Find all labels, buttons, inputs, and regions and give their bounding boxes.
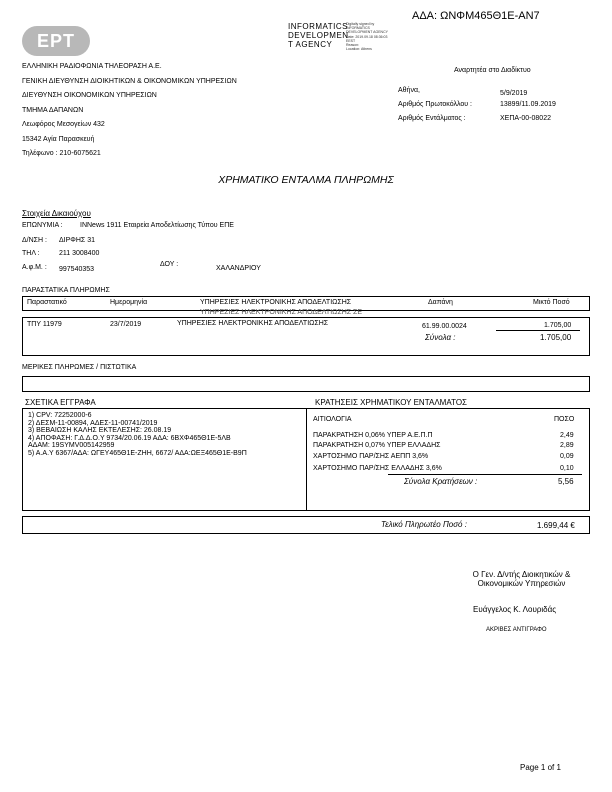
invoices-total-value: 1.705,00	[540, 333, 572, 342]
final-amount-value: 1.699,44 €	[537, 521, 575, 530]
deduction-amount: 0,09	[560, 453, 574, 460]
partial-payments-box	[22, 376, 590, 392]
doy-value: ΧΑΛΑΝΔΡΙΟΥ	[216, 265, 261, 272]
final-amount-label: Τελικό Πληρωτέο Ποσό :	[381, 520, 467, 529]
page-number: Page 1 of 1	[520, 763, 561, 772]
column-divider	[306, 408, 307, 511]
sig-detail: INFORMATICS	[346, 26, 370, 31]
final-amount-box	[22, 516, 590, 534]
col-amount-header: Μικτό Ποσό	[533, 299, 570, 306]
agency-line: INFORMATICS	[288, 22, 349, 31]
agency-signature-block	[288, 22, 349, 49]
signatory-name: Ευάγγελος Κ. Λουριδάς	[473, 605, 557, 614]
deductions-total-value: 5,56	[558, 477, 574, 486]
related-docs-list	[28, 412, 247, 458]
protocol-label: Αριθμός Πρωτοκόλλου :	[398, 101, 472, 108]
org-line: ΔΙΕΥΘΥΝΣΗ ΟΙΚΟΝΟΜΙΚΩΝ ΥΠΗΡΕΣΙΩΝ	[22, 92, 157, 99]
related-doc-line: 1) CPV: 72252000-6	[28, 412, 92, 419]
doy-label: ΔΟΥ :	[160, 261, 179, 268]
org-line: Λεωφόρος Μεσογείων 432	[22, 121, 105, 128]
phone-label: ΤΗΛ :	[22, 250, 40, 257]
col-desc-header: ΥΠΗΡΕΣΙΕΣ ΗΛΕΚΤΡΟΝΙΚΗΣ ΑΠΟΔΕΛΤΙΩΣΗΣ	[200, 299, 352, 306]
invoices-total-label: Σύνολα :	[425, 333, 456, 342]
organization-block	[22, 60, 237, 162]
deduction-label: ΧΑΡΤΟΣΗΜΟ ΠΑΡ/ΣΗΣ ΑΕΠΠ 3,6%	[313, 453, 429, 460]
partial-section-title: ΜΕΡΙΚΕΣ ΠΛΗΡΩΜΕΣ / ΠΙΣΤΩΤΙΚΑ	[22, 364, 137, 371]
col-desc-header-overflow: ΥΠΗΡΕΣΙΕΣ ΗΛΕΚΤΡΟΝΙΚΗΣ ΑΠΟΔΕΛΤΙΩΣΗΣ ΣΕ	[200, 309, 363, 316]
deductions-heading: ΚΡΑΤΗΣΕΙΣ ΧΡΗΜΑΤΙΚΟΥ ΕΝΤΑΛΜΑΤΟΣ	[315, 398, 467, 407]
related-doc-line: 5) Α.Α.Υ 6367/ΑΔΑ: ΩΓΕΥ465Θ1Ε-ΖΗΗ, 6672/ ΑΔΑ:ΩΕΞ465Θ1Ε-Β9Π	[28, 449, 247, 457]
row-amount: 1.705,00	[544, 322, 572, 329]
org-line: ΤΜΗΜΑ ΔΑΠΑΝΩΝ	[22, 106, 84, 114]
deduction-label: ΠΑΡΑΚΡΑΤΗΣΗ 0,07% ΥΠΕΡ ΕΛΛΑΔΗΣ	[313, 442, 441, 449]
org-line: ΓΕΝΙΚΗ ΔΙΕΥΘΥΝΣΗ ΔΙΟΙΚΗΤΙΚΩΝ & ΟΙΚΟΝΟΜΙΚΩΝ ΥΠΗΡΕΣΙΩΝ	[22, 77, 237, 85]
agency-line: DEVELOPMEN	[288, 31, 349, 40]
deduction-amount: 2,89	[560, 442, 574, 449]
deductions-total-rule	[388, 474, 582, 475]
col-doc-header: Παραστατικό	[27, 299, 67, 306]
sig-detail: Location: Athens	[346, 47, 372, 52]
related-heading: ΣΧΕΤΙΚΑ ΕΓΓΡΑΦΑ	[25, 398, 96, 407]
org-line: 15342 Αγία Παρασκευή	[22, 135, 95, 143]
deduction-amount: 0,10	[560, 465, 574, 472]
row-date: 23/7/2019	[110, 321, 142, 328]
sig-detail: Date: 2019.09.18 08:36:03	[346, 34, 388, 39]
signatory-role-2: Οικονομικών Υπηρεσιών	[477, 579, 566, 588]
deduction-label: ΠΑΡΑΚΡΑΤΗΣΗ 0,06% ΥΠΕΡ Α.Ε.Π.Π	[313, 432, 433, 439]
row-desc: ΥΠΗΡΕΣΙΕΣ ΗΛΕΚΤΡΟΝΙΚΗΣ ΑΠΟΔΕΛΤΙΩΣΗΣ	[177, 320, 329, 327]
order-value: ΧΕΠΑ-00-08022	[500, 115, 551, 122]
invoices-section-title: ΠΑΡΑΣΤΑΤΙΚΑ ΠΛΗΡΩΜΗΣ	[22, 287, 110, 294]
name-label: ΕΠΩΝΥΜΙΑ :	[22, 222, 63, 229]
deduction-label: ΧΑΡΤΟΣΗΜΟ ΠΑΡ/ΣΗΣ ΕΛΛΑΔΗΣ 3,6%	[313, 465, 442, 472]
deduction-amount: 2,49	[560, 432, 574, 439]
address-value: ΔΙΡΦΗΣ 31	[59, 237, 95, 244]
related-doc-line: 2) ΔΕΣΜ-11-00894, ΑΔΕΣ-11-00741/2019	[28, 419, 158, 427]
address-label: Δ/ΝΣΗ :	[22, 237, 47, 244]
org-line: Τηλέφωνο : 210-6075621	[22, 150, 101, 157]
related-doc-line: 3) ΒΕΒΑΙΩΣΗ ΚΑΛΗΣ ΕΚΤΕΛΕΣΗΣ: 26.08.19	[28, 427, 172, 435]
col-date-header: Ημερομηνία	[110, 299, 148, 306]
afm-label: Α.φ.Μ. :	[22, 264, 47, 271]
signatory-role-1: Ο Γεν. Δ/ντής Διοικητικών &	[472, 570, 571, 579]
agency-line: T AGENCY	[288, 40, 333, 49]
name-value: INNews 1911 Εταιρεία Αποδελτίωσης Τύπου ΕΠΕ	[80, 222, 234, 229]
beneficiary-heading: Στοιχεία Δικαιούχου	[22, 209, 91, 218]
sig-detail: EEST	[346, 38, 356, 43]
deductions-reason-header: ΑΙΤΙΟΛΟΓΙΑ	[313, 416, 352, 423]
digital-signature-details	[346, 22, 388, 51]
sig-detail: Digitally signed by	[346, 22, 375, 26]
document-title: ΧΡΗΜΑΤΙΚΟ ΕΝΤΑΛΜΑ ΠΛΗΡΩΜΗΣ	[218, 174, 394, 186]
sig-detail: Reason:	[346, 43, 360, 48]
row-doc: ΤΠΥ 11979	[27, 321, 62, 328]
related-doc-line: 4) ΑΠΟΦΑΣΗ: Γ.Δ.Δ.Ο.Υ 9734/20.06.19 ΑΔΑ: 6ΒΧΦ465Θ1Ε-5ΛΒ	[28, 434, 231, 442]
sig-detail: DEVELOPMENT AGENCY	[346, 30, 388, 35]
city-label: Αθήνα,	[398, 87, 420, 94]
deductions-amount-header: ΠΟΣΟ	[554, 416, 575, 423]
deductions-total-label: Σύνολα Κρατήσεων :	[404, 477, 478, 486]
related-doc-line: ΑΔΑΜ: 19SYMV005142959	[28, 442, 115, 450]
certified-copy: ΑΚΡΙΒΕΣ ΑΝΤΙΓΡΑΦΟ	[486, 627, 547, 633]
city-date: 5/9/2019	[500, 90, 528, 97]
org-line: ΕΛΛΗΝΙΚΗ ΡΑΔΙΟΦΩΝΙΑ ΤΗΛΕΟΡΑΣΗ Α.Ε.	[22, 63, 162, 70]
afm-value: 997540353	[59, 266, 95, 273]
order-label: Αριθμός Εντάλματος :	[398, 115, 466, 122]
protocol-value: 13899/11.09.2019	[500, 101, 556, 108]
row-expense: 61.99.00.0024	[422, 323, 467, 330]
posted-note: Αναρτητέα στο Διαδίκτυο	[454, 67, 531, 74]
ada-code: ΑΔΑ: ΩΝΦΜ465Θ1Ε-ΑΝ7	[412, 10, 540, 22]
col-expense-header: Δαπάνη	[428, 299, 453, 306]
total-rule	[496, 330, 580, 331]
ert-logo: ΕΡΤ	[22, 26, 90, 56]
phone-value: 211 3008400	[59, 250, 100, 257]
